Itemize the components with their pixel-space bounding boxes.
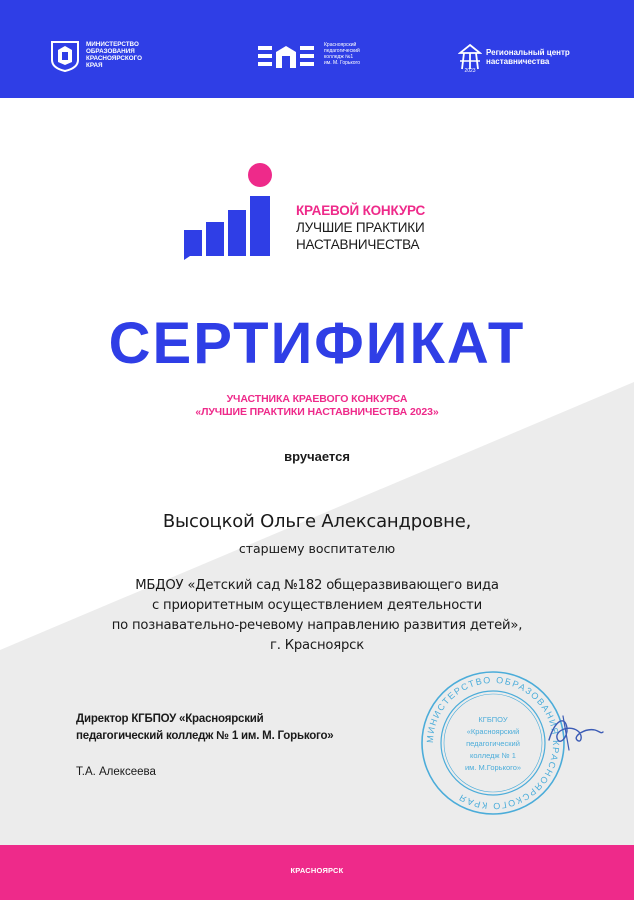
college-logo-text	[324, 42, 360, 66]
seal-outer-text: МИНИСТЕРСТВО ОБРАЗОВАНИЯ КРАСНОЯРСКОГО КРАЯ	[424, 674, 562, 812]
college-line: им. М. Горького	[324, 60, 361, 66]
college-line: Красноярский	[324, 42, 357, 48]
certificate-subtitle	[0, 393, 634, 419]
contest-title-line: КРАЕВОЙ КОНКУРС	[296, 203, 426, 218]
ministry-line: КРАСНОЯРСКОГО	[86, 55, 143, 62]
signatory-title-line: педагогический колледж № 1 им. М. Горького»	[76, 730, 334, 742]
recipient-name: Высоцкой Ольге Александровне,	[162, 511, 472, 532]
recipient-position: старшему воспитателю	[238, 541, 396, 556]
college-building-icon	[258, 42, 320, 72]
college-line: педагогический	[324, 48, 360, 54]
footer-bar	[0, 845, 634, 900]
handwritten-signature	[545, 710, 605, 755]
certificate-title: СЕРТИФИКАТ	[108, 311, 526, 376]
header-bar	[0, 0, 634, 98]
center-line: наставничества	[486, 57, 550, 66]
mentoring-center-icon	[458, 43, 482, 73]
ministry-logo-text	[86, 41, 142, 69]
signatory-title-line: Директор КГБПОУ «Красноярский	[76, 713, 264, 725]
coat-of-arms-icon	[50, 40, 80, 72]
seal-center-line: им. М.Горького»	[464, 763, 522, 772]
contest-title-line: ЛУЧШИЕ ПРАКТИКИ	[296, 220, 425, 235]
seal-center-line: колледж № 1	[470, 751, 516, 760]
signatory-title	[76, 711, 334, 745]
organization-line: г. Красноярск	[270, 638, 364, 653]
contest-title	[296, 202, 425, 253]
svg-text:2023: 2023	[464, 68, 476, 73]
signatory-name: Т.А. Алексеева	[76, 766, 156, 778]
seal-center-line: педагогический	[466, 739, 520, 748]
organization-line: по познавательно-речевому направлению развития детей»,	[111, 618, 523, 633]
ministry-line: КРАЯ	[86, 62, 103, 69]
footer-city: КРАСНОЯРСК	[290, 866, 344, 875]
recipient-organization	[0, 576, 634, 656]
ministry-line: МИНИСТЕРСТВО	[86, 41, 139, 48]
center-logo-text	[486, 48, 570, 66]
awarded-label: вручается	[284, 449, 350, 464]
college-logo	[258, 38, 378, 78]
organization-line: с приоритетным осуществлением деятельности	[152, 598, 482, 613]
seal-center-line: «Красноярский	[466, 727, 520, 736]
bar-chart-logo-icon	[180, 160, 280, 260]
center-line: Региональный центр	[486, 48, 570, 57]
certificate-subtitle-line: УЧАСТНИКА КРАЕВОГО КОНКУРСА	[226, 393, 408, 405]
certificate-subtitle-line: «ЛУЧШИЕ ПРАКТИКИ НАСТАВНИЧЕСТВА 2023»	[195, 406, 439, 418]
seal-center-line: КГБПОУ	[478, 715, 508, 724]
contest-title-line: НАСТАВНИЧЕСТВА	[296, 237, 420, 252]
college-line: колледж №1	[324, 54, 354, 60]
organization-line: МБДОУ «Детский сад №182 общеразвивающего вида	[135, 578, 499, 593]
mentoring-center-logo	[458, 38, 598, 78]
ministry-line: ОБРАЗОВАНИЯ	[86, 48, 135, 55]
ministry-logo	[50, 38, 170, 78]
